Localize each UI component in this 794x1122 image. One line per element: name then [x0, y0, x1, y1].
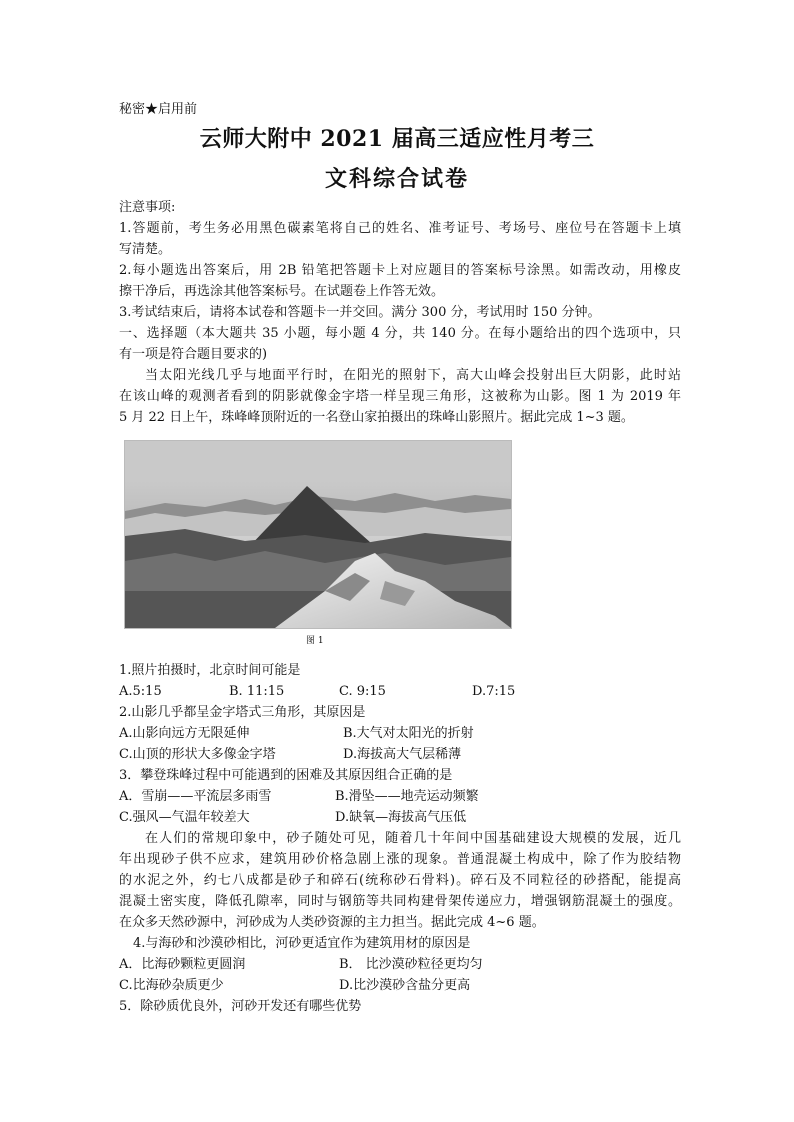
question-4-option-d: D.比沙漠砂含盐分更高 [339, 978, 471, 993]
question-1-option-c: C. 9:15 [339, 684, 386, 699]
confidential-label: 秘密★启用前 [119, 102, 198, 117]
question-2-option-b: B.大气对太阳光的折射 [343, 726, 474, 741]
figure-caption: 图 1 [306, 636, 324, 646]
note-2-line-1: 2.每小题选出答案后，用 2B 铅笔把答题卡上对应题目的答案标号涂黑。如需改动，用橡皮 [119, 263, 681, 278]
question-2-option-c: C.山顶的形状大多像金字塔 [119, 747, 276, 762]
question-4-option-c: C.比海砂杂质更少 [119, 978, 224, 993]
note-3: 3.考试结束后，请将本试卷和答题卡一并交回。满分 300 分，考试用时 150 分钟。 [119, 305, 601, 320]
question-1-option-a: A.5:15 [119, 684, 162, 699]
passage-2-line-4: 混凝土密实度，降低孔隙率，同时与钢筋等共同构建骨架传递应力，增强钢筋混凝土的强度。 [119, 894, 681, 909]
passage-1-line-3: 5 月 22 日上午，珠峰峰顶附近的一名登山家拍摄出的珠峰山影照片。据此完成 1~3 题。 [119, 410, 634, 425]
question-2-option-d: D.海拔高大气层稀薄 [343, 747, 462, 762]
question-3-option-d: D.缺氧—海拔高气压低 [335, 810, 467, 825]
question-4-option-a: A．比海砂颗粒更圆润 [119, 957, 246, 972]
question-4-option-b: B． 比沙漠砂粒径更均匀 [339, 957, 483, 972]
passage-1-line-1: 当太阳光线几乎与地面平行时，在阳光的照射下，高大山峰会投射出巨大阴影，此时站 [145, 368, 681, 383]
question-3-option-b: B.滑坠——地壳运动频繁 [335, 789, 479, 804]
note-1-line-1: 1.答题前，考生务必用黑色碳素笔将自己的姓名、准考证号、考场号、座位号在答题卡上填 [119, 221, 681, 236]
passage-2-line-3: 的水泥之外，约七八成都是砂子和碎石(统称砂石骨料)。碎石及不同粒径的砂搭配，能提高 [119, 873, 681, 888]
mountain-shadow-photo [124, 440, 512, 629]
note-1-line-2: 写清楚。 [119, 242, 172, 257]
question-3-stem: 3．攀登珠峰过程中可能遇到的困难及其原因组合正确的是 [119, 768, 453, 783]
passage-1-line-2: 在该山峰的观测者看到的阴影就像金字塔一样呈现三角形，这被称为山影。图 1 为 2019 年 [119, 389, 681, 404]
section-1-heading-line-1: 一、选择题（本大题共 35 小题，每小题 4 分，共 140 分。在每小题给出的四个选项中，只 [119, 326, 681, 341]
passage-2-line-2: 年出现砂子供不应求，建筑用砂价格急剧上涨的现象。普通混凝土构成中，除了作为胶结物 [119, 852, 681, 867]
question-4-stem: 4.与海砂和沙漠砂相比，河砂更适宜作为建筑用材的原因是 [133, 936, 471, 951]
question-3-option-c: C.强风—气温年较差大 [119, 810, 250, 825]
notes-heading: 注意事项: [119, 200, 176, 215]
question-1-option-d: D.7:15 [472, 684, 516, 699]
question-5-stem: 5．除砂质优良外，河砂开发还有哪些优势 [119, 999, 362, 1014]
section-1-heading-line-2: 有一项是符合题目要求的) [119, 347, 268, 362]
question-1-stem: 1.照片拍摄时，北京时间可能是 [119, 663, 301, 678]
question-3-option-a: A．雪崩——平流层多雨雪 [119, 789, 272, 804]
question-2-option-a: A.山影向远方无限延伸 [119, 726, 250, 741]
exam-subtitle: 文科综合试卷 [324, 166, 469, 192]
note-2-line-2: 擦干净后，再选涂其他答案标号。在试题卷上作答无效。 [119, 284, 445, 299]
question-1-option-b: B. 11:15 [229, 684, 285, 699]
passage-2-line-1: 在人们的常规印象中，砂子随处可见，随着几十年间中国基础建设大规模的发展，近几 [145, 831, 681, 846]
exam-title: 云师大附中 2021 届高三适应性月考三 [199, 126, 595, 152]
question-2-stem: 2.山影几乎都呈金字塔式三角形，其原因是 [119, 705, 366, 720]
passage-2-line-5: 在众多天然砂源中，河砂成为人类砂资源的主力担当。据此完成 4~6 题。 [119, 915, 545, 930]
